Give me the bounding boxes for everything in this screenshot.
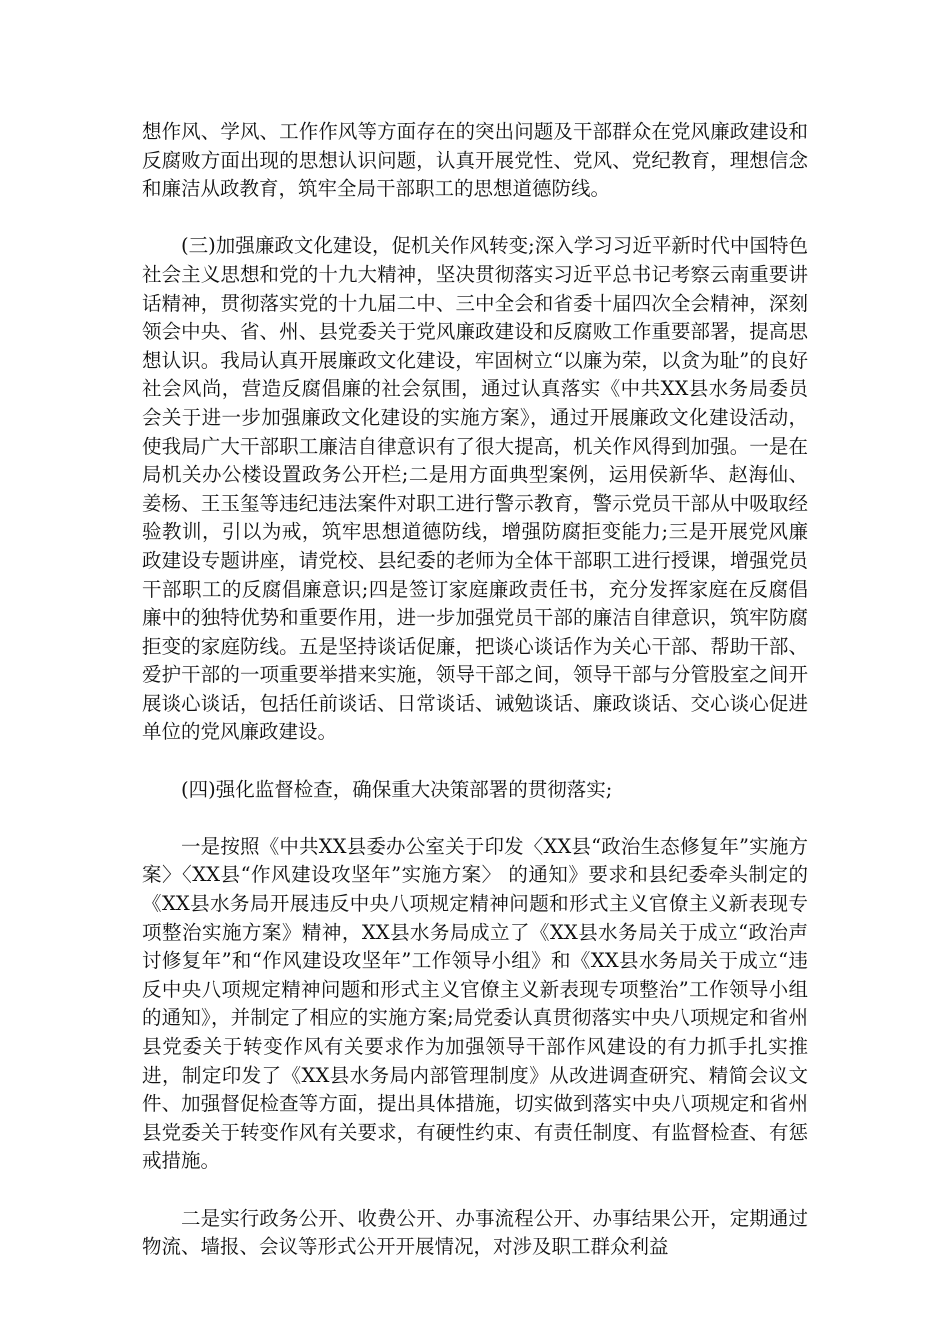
paragraph-continuation: 想作风、学风、工作作风等方面存在的突出问题及干部群众在党风廉政建设和反腐败方面出现的思想认识问题，认真开展党性、党风、党纪教育，理想信念和廉洁从政教育，筑牢全局干部职工的思想道德防线。 bbox=[142, 120, 808, 201]
document-body bbox=[142, 118, 808, 1290]
paragraph-item-two: 二是实行政务公开、收费公开、办事流程公开、办事结果公开，定期通过物流、墙报、会议等形式公开开展情况，对涉及职工群众利益 bbox=[142, 1206, 808, 1259]
paragraph-item-one: 一是按照《中共XX县委办公室关于印发〈XX县“政治生态修复年”实施方案〉〈XX县“作风建设攻坚年”实施方案〉 的通知》要求和县纪委牵头制定的《XX县水务局开展违反中央八项规定精神问题和形式主义官僚主义新表现专项整治实施方案》精神，XX县水务局成立了《XX县水务局关于成立“政治声讨修复年”和“作风建设攻坚年”工作领导小组》和《XX县水务局关于成立“违反中央八项规定精神问题和形式主义官僚主义新表现专项整治”工作领导小组的通知》，并制定了相应的实施方案;局党委认真贯彻落实中央八项规定和省州县党委关于转变作风有关要求作为加强领导干部作风建设的有力抓手扎实推进，制定印发了《XX县水务局内部管理制度》从改进调查研究、精简会议文件、加强督促检查等方面，提出具体措施，切实做到落实中央八项规定和省州县党委关于转变作风有关要求，有硬性约束、有责任制度、有监督检查、有惩戒措施。 bbox=[142, 834, 808, 1173]
paragraph-section-three: (三)加强廉政文化建设，促机关作风转变;深入学习习近平新时代中国特色社会主义思想和党的十九大精神，坚决贯彻落实习近平总书记考察云南重要讲话精神，贯彻落实党的十九届二中、三中全会和省委十届四次全会精神，深刻领会中央、省、州、县党委关于党风廉政建设和反腐败工作重要部署，提高思想认识。我局认真开展廉政文化建设，牢固树立“以廉为荣，以贪为耻”的良好社会风尚，营造反腐倡廉的社会氛围，通过认真落实《中共XX县水务局委员会关于进一步加强廉政文化建设的实施方案》，通过开展廉政文化建设活动，使我局广大干部职工廉洁自律意识有了很大提高，机关作风得到加强。一是在局机关办公楼设置政务公开栏;二是用方面典型案例，运用侯新华、赵海仙、姜杨、王玉玺等违纪违法案件对职工进行警示教育，警示党员干部从中吸取经验教训，引以为戒，筑牢思想道德防线，增强防腐拒变能力;三是开展党风廉政建设专题讲座，请党校、县纪委的老师为全体干部职工进行授课，增强党员干部职工的反腐倡廉意识;四是签订家庭廉政责任书，充分发挥家庭在反腐倡廉中的独特优势和重要作用，进一步加强党员干部的廉洁自律意识，筑牢防腐拒变的家庭防线。五是坚持谈话促廉，把谈心谈话作为关心干部、帮助干部、爱护干部的一项重要举措来实施，领导干部之间，领导干部与分管股室之间开展谈心谈话，包括任前谈话、日常谈话、诫勉谈话、廉政谈话、交心谈心促进单位的党风廉政建设。 bbox=[142, 234, 808, 744]
paragraph-section-four-heading: (四)强化监督检查，确保重大决策部署的贯彻落实; bbox=[181, 777, 613, 801]
